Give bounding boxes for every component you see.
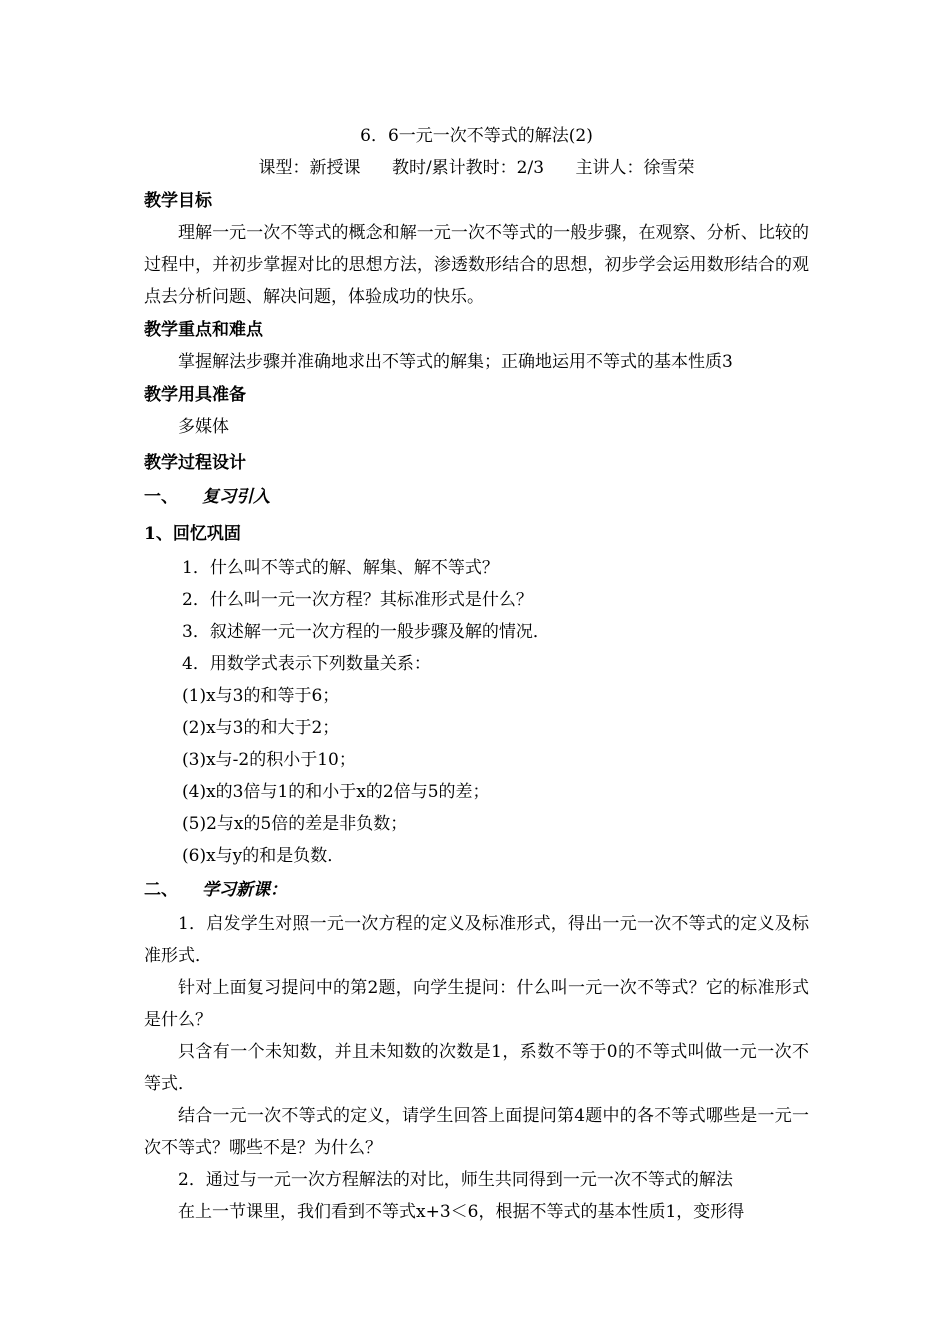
process-heading: 教学过程设计 <box>144 453 246 473</box>
key-points-heading: 教学重点和难点 <box>144 320 263 340</box>
section-review <box>144 479 809 515</box>
objectives-heading: 教学目标 <box>144 191 212 211</box>
tools-heading: 教学用具准备 <box>144 385 246 405</box>
list-item: (2)x与3的和大于2； <box>182 718 340 738</box>
paragraph: 针对上面复习提问中的第2题，向学生提问：什么叫一元一次不等式？它的标准形式是什么？ <box>144 978 809 1030</box>
lesson-type: 课型：新授课 <box>258 158 361 178</box>
objectives-text: 理解一元一次不等式的概念和解一元一次不等式的一般步骤，在观察、分析、比较的过程中，并初步掌握对比的思想方法，渗透数形结合的思想，初步学会运用数形结合的观点去分析问题、解决问题，体验成功的快乐。 <box>144 223 809 307</box>
lesson-speaker: 主讲人：徐雪荣 <box>575 158 695 178</box>
list-item: (4)x的3倍与1的和小于x的2倍与5的差； <box>182 782 490 802</box>
document-body <box>144 120 809 1228</box>
list-item: (5)2与x的5倍的差是非负数； <box>182 814 408 834</box>
section-title: 学习新课： <box>202 880 287 900</box>
section-number: 一、 <box>144 487 178 507</box>
paragraph: 1．启发学生对照一元一次方程的定义及标准形式，得出一元一次不等式的定义及标准形式． <box>144 914 809 966</box>
subsection-recall: 1、回忆巩固 <box>144 524 241 544</box>
list-item: 4．用数学式表示下列数量关系： <box>182 654 431 674</box>
list-item: (1)x与3的和等于6； <box>182 686 340 706</box>
lesson-info <box>144 152 809 184</box>
section-number: 二、 <box>144 880 178 900</box>
tools-text: 多媒体 <box>178 417 229 437</box>
list-item: (3)x与-2的积小于10； <box>182 750 356 770</box>
review-questions <box>144 552 809 872</box>
paragraph: 结合一元一次不等式的定义，请学生回答上面提问第4题中的各不等式哪些是一元一次不等式？哪些不是？为什么？ <box>144 1106 809 1158</box>
paragraph: 只含有一个未知数，并且未知数的次数是1，系数不等于0的不等式叫做一元一次不等式． <box>144 1042 809 1094</box>
page-title: 6．6一元一次不等式的解法(2) <box>360 126 593 146</box>
paragraph: 2．通过与一元一次方程解法的对比，师生共同得到一元一次不等式的解法 <box>178 1170 733 1190</box>
section-title: 复习引入 <box>202 487 270 507</box>
lesson-hours: 教时/累计教时：2/3 <box>391 158 545 178</box>
list-item: (6)x与y的和是负数． <box>182 846 345 866</box>
key-points-text: 掌握解法步骤并准确地求出不等式的解集；正确地运用不等式的基本性质3 <box>178 352 733 372</box>
list-item: 2．什么叫一元一次方程？其标准形式是什么？ <box>182 590 533 610</box>
section-new-lesson <box>144 872 809 908</box>
list-item: 1．什么叫不等式的解、解集、解不等式？ <box>182 558 499 578</box>
paragraph: 在上一节课里，我们看到不等式x+3＜6，根据不等式的基本性质1，变形得 <box>178 1202 745 1222</box>
list-item: 3．叙述解一元一次方程的一般步骤及解的情况． <box>182 622 550 642</box>
